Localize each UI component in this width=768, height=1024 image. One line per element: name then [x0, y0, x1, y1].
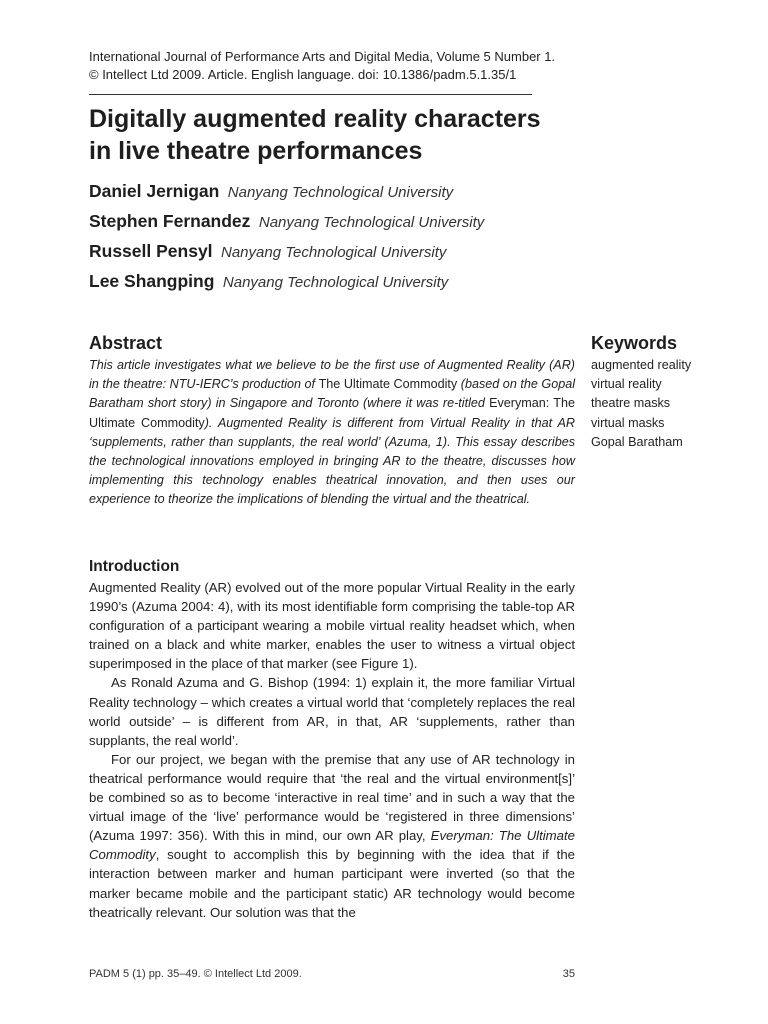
- copyright-line: © Intellect Ltd 2009. Article. English language. doi: 10.1386/padm.5.1.35/1: [89, 67, 517, 82]
- abstract-segment: (based on the Gopal Baratham short story) in Singapore and Toronto (where it was re-titled: [89, 377, 576, 411]
- author-entry: [89, 266, 609, 296]
- paragraph-segment: , sought to accomplish this by beginning with the idea that if the interaction between marker and human participant were inverted (so that the marker became mobile and the participant static) AR technology would become theatrically relevant. Our solution was that the: [89, 847, 575, 920]
- keyword-item: augmented reality: [591, 358, 692, 372]
- journal-line: International Journal of Performance Arts and Digital Media, Volume 5 Number 1.: [89, 49, 556, 64]
- body-paragraph: Augmented Reality (AR) evolved out of the more popular Virtual Reality in the early 1990’s (Azuma 2004: 4), with its most identifiable form comprising the table-top AR configuration of a participant wearing a mobile virtual reality headset which, when trained on a black and white marker, enables the user to witness a virtual object superimposed in the place of that marker (see Figure 1).: [89, 580, 575, 672]
- introduction-body: [89, 578, 575, 922]
- keyword-item: theatre masks: [591, 396, 671, 411]
- paragraph-segment: For our project, we began with the premise that any use of AR technology in theatrical performance would require that ‘the real and the virtual environment[s]’ be combined so as to become ‘interactive in real time’ and in such a way that the virtual image of the ‘live’ performance would be ‘registered in three dimensions’ (Azuma 1997: 356). With this in mind, our own AR play,: [89, 751, 575, 844]
- abstract-segment: ). Augmented Reality is different from Virtual Reality in that AR ‘supplements, rather than supplants, the real world’ (Azuma, 1). This essay describes the technological innovations employed in bringing AR to the theatre, discusses how implementing this technology enables theatrical innovation, and then uses our experience to theorize the implications of blending the virtual and the theatrical.: [89, 415, 575, 507]
- author-entry: [89, 176, 609, 206]
- abstract-segment: This article investigates what we believe to be the first use of Augmented Reality (AR) in the theatre: NTU-IERC’s production of: [89, 358, 575, 392]
- author-entry: [89, 206, 609, 236]
- author-name: Lee Shangping: [89, 271, 215, 291]
- abstract-work-title: The Ultimate Commodity: [318, 377, 458, 392]
- keywords-heading: Keywords: [591, 333, 678, 353]
- footer-citation: PADM 5 (1) pp. 35–49. © Intellect Ltd 2009.: [89, 968, 302, 980]
- body-paragraph: As Ronald Azuma and G. Bishop (1994: 1) explain it, the more familiar Virtual Reality technology – which creates a virtual world that ‘completely replaces the real world outside’ – is different from AR, in that, AR ‘supplements, rather than supplants, the real world’.: [89, 675, 575, 748]
- author-name: Daniel Jernigan: [89, 181, 220, 201]
- author-affiliation: Nanyang Technological University: [221, 244, 447, 261]
- abstract-heading: Abstract: [89, 333, 163, 353]
- keyword-item: virtual masks: [591, 415, 665, 430]
- title-line-1: Digitally augmented reality characters: [89, 105, 541, 133]
- abstract-work-title: Everyman: The Ultimate Commodity: [89, 396, 575, 430]
- introduction-heading: Introduction: [89, 558, 180, 575]
- author-name: Stephen Fernandez: [89, 211, 251, 231]
- author-affiliation: Nanyang Technological University: [222, 274, 449, 291]
- page-number: 35: [562, 968, 575, 980]
- author-entry: [89, 236, 609, 266]
- author-list: [89, 176, 609, 296]
- author-affiliation: Nanyang Technological University: [227, 184, 454, 201]
- keyword-item: Gopal Baratham: [591, 434, 683, 449]
- author-affiliation: Nanyang Technological University: [258, 214, 485, 231]
- body-paragraph: [89, 750, 575, 922]
- abstract-text: [89, 356, 575, 510]
- play-title: Everyman: The Ultimate Commodity: [89, 828, 575, 863]
- journal-info: [89, 48, 589, 84]
- author-name: Russell Pensyl: [89, 241, 213, 261]
- article-title: [89, 103, 609, 167]
- keywords-list: [591, 356, 741, 452]
- keyword-item: virtual reality: [591, 377, 662, 392]
- title-line-2: in live theatre performances: [89, 137, 423, 165]
- header-divider: [89, 94, 532, 95]
